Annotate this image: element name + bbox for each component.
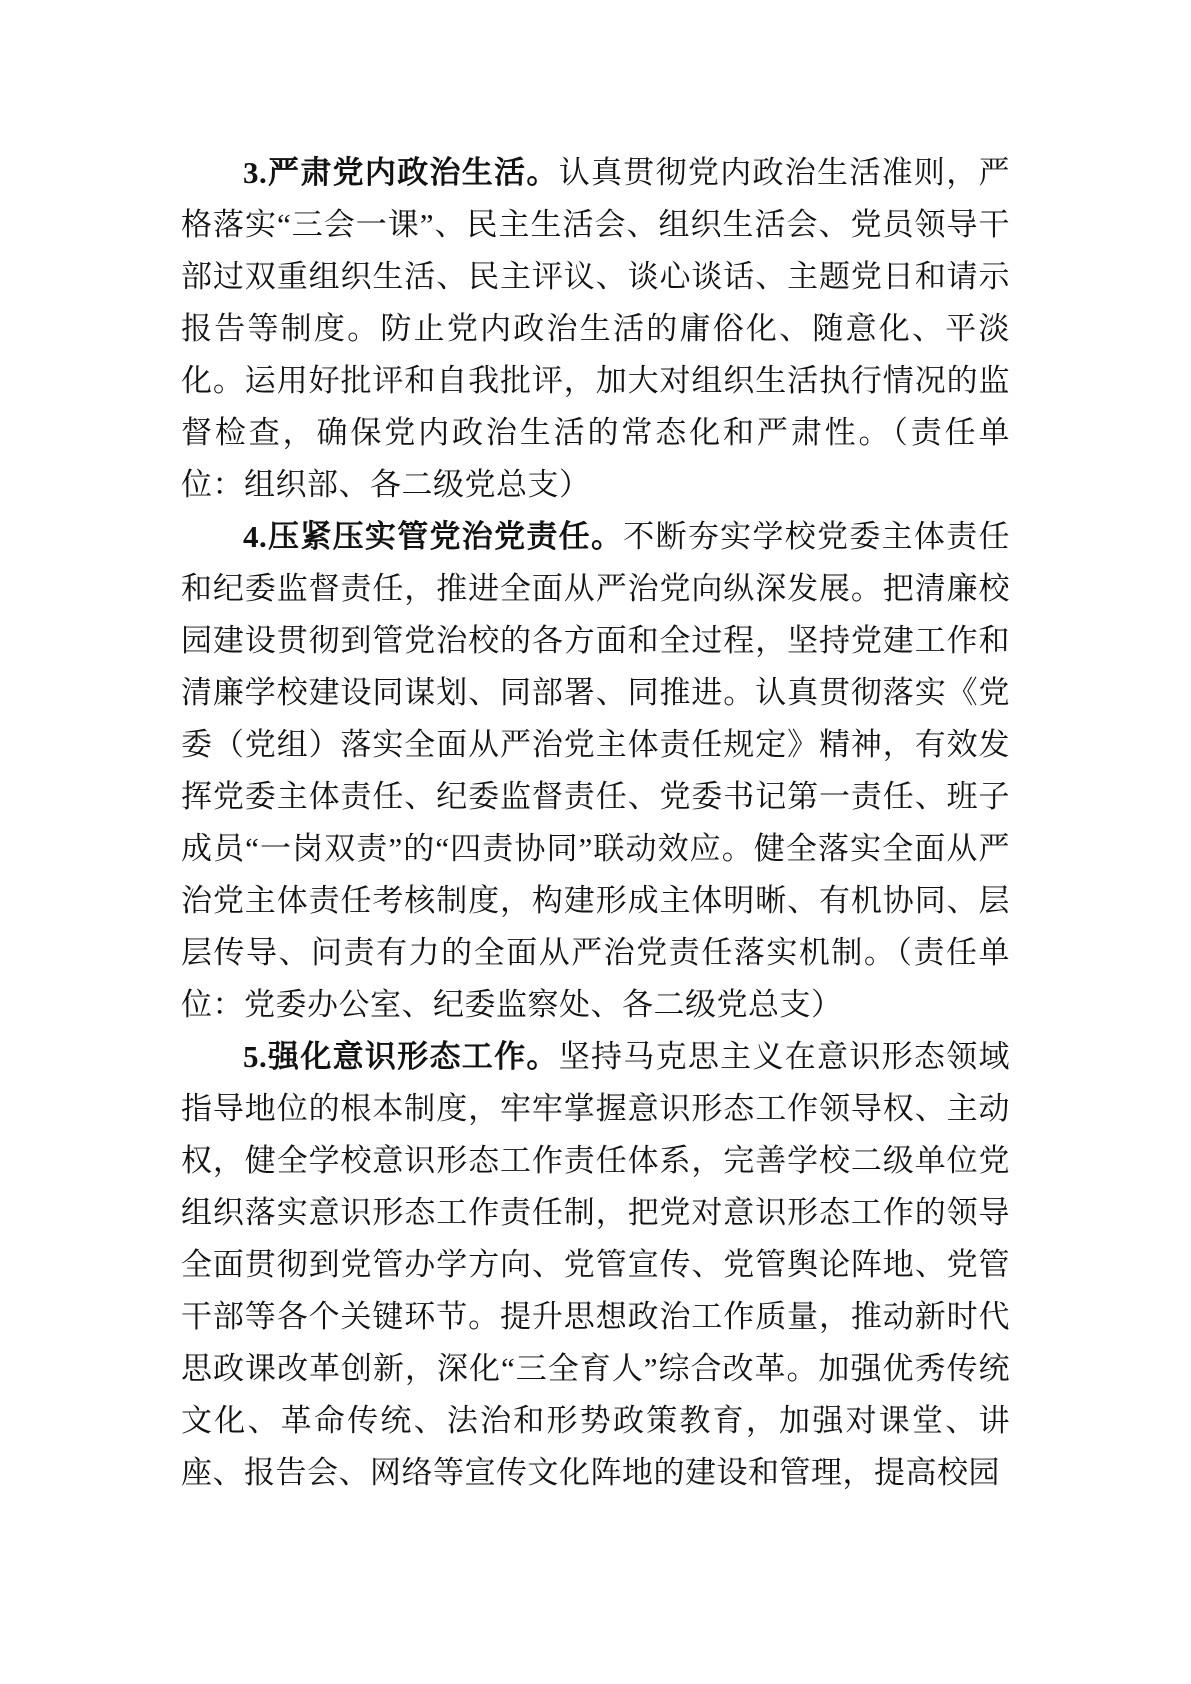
paragraph-heading: 3.严肃党内政治生活。 (243, 155, 559, 190)
paragraph-text: 不断夯实学校党委主体责任和纪委监督责任，推进全面从严治党向纵深发展。把清廉校园建设贯彻到管党治校的各方面和全过程，坚持党建工作和清廉学校建设同谋划、同部署、同推进。认真贯彻落实《党委（党组）落实全面从严治党主体责任规定》精神，有效发挥党委主体责任、纪委监督责任、党委书记第一责任、班子成员“一岗双责”的“四责协同”联动效应。健全落实全面从严治党主体责任考核制度，构建形成主体明晰、有机协同、层层传导、问责有力的全面从严治党责任落实机制。（责任单位：党委办公室、纪委监察处、各二级党总支） (181, 519, 1011, 1022)
paragraph-heading: 4.压紧压实管党治党责任。 (243, 519, 624, 554)
paragraph (181, 147, 1010, 511)
paragraph (181, 511, 1010, 1031)
paragraph (181, 1031, 1010, 1499)
paragraph-text: 坚持马克思主义在意识形态领域指导地位的根本制度，牢牢掌握意识形态工作领导权、主动权，健全学校意识形态工作责任体系，完善学校二级单位党组织落实意识形态工作责任制，把党对意识形态工作的领导全面贯彻到党管办学方向、党管宣传、党管舆论阵地、党管干部等各个关键环节。提升思想政治工作质量，推动新时代思政课改革创新，深化“三全育人”综合改革。加强优秀传统文化、革命传统、法治和形势政策教育，加强对课堂、讲座、报告会、网络等宣传文化阵地的建设和管理，提高校园 (181, 1039, 1011, 1490)
paragraph-heading: 5.强化意识形态工作。 (243, 1039, 559, 1074)
paragraph-text: 认真贯彻党内政治生活准则，严格落实“三会一课”、民主生活会、组织生活会、党员领导干部过双重组织生活、民主评议、谈心谈话、主题党日和请示报告等制度。防止党内政治生活的庸俗化、随意化、平淡化。运用好批评和自我批评，加大对组织生活执行情况的监督检查，确保党内政治生活的常态化和严肃性。（责任单位：组织部、各二级党总支） (181, 155, 1011, 502)
document-body (181, 147, 1010, 1499)
